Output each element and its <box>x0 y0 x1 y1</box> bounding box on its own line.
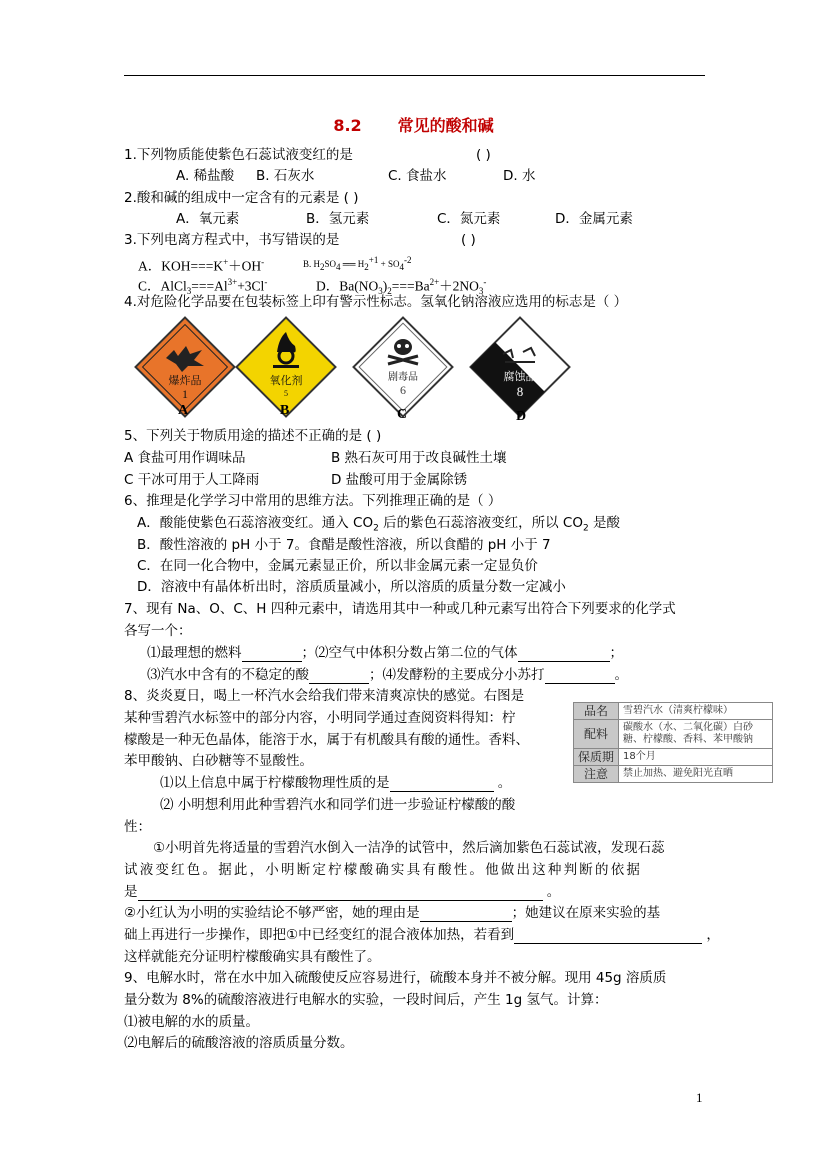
q1-option-d: D. 水 <box>503 168 536 184</box>
q7-item-2: ；⑵空气中体积分数占第二位的气体 <box>301 645 518 661</box>
q1-paren: ( ) <box>476 147 491 163</box>
q1-stem: 1.下列物质能使紫色石蕊试液变红的是 <box>124 147 353 163</box>
toxic-sign-icon <box>348 312 458 422</box>
label-key: 品名 <box>574 703 619 720</box>
label-row <box>574 720 773 749</box>
q3-option-d: D．$Ba(NO_3)_2===Ba^{2+}+2NO_3^-$ <box>316 277 487 297</box>
q7-answer-2[interactable] <box>518 647 610 662</box>
sign-a-num: 1 <box>182 387 188 401</box>
q7-item-1: ⑴最理想的燃料 <box>147 645 242 661</box>
q7-answer-3[interactable] <box>309 669 369 684</box>
page-title <box>0 113 827 136</box>
drink-label-table <box>573 702 773 783</box>
q6-option-c: C．在同一化合物中，金属元素显正价，所以非金属元素一定显负价 <box>137 558 538 574</box>
q8-c6: 这样就能充分证明柠檬酸确实具有酸性了。 <box>124 949 381 965</box>
q8-line2: 某种雪碧汽水标签中的部分内容，小明同学通过查阅资料得知：柠 <box>124 710 516 726</box>
q7-stem-line2: 各写一个： <box>124 623 192 639</box>
q8-sub2-cont: 性： <box>124 819 151 835</box>
label-key: 注意 <box>574 766 619 783</box>
q8-c4b-text: ；她建议在原来实验的基 <box>511 905 661 921</box>
q7-answer-4[interactable] <box>545 669 615 684</box>
label-key: 配料 <box>574 720 619 749</box>
q8-c3: 是 。 <box>124 884 561 900</box>
label-row <box>574 749 773 766</box>
q5-stem: 5、下列关于物质用途的描述不正确的是 ( ) <box>124 428 382 444</box>
q8-answer-4[interactable] <box>514 929 702 944</box>
q8-line3: 檬酸是一种无色晶体，能溶于水，属于有机酸具有酸的通性。香料、 <box>124 732 529 748</box>
header-rule <box>124 75 705 76</box>
q7-item-3: ⑶汽水中含有的不稳定的酸 <box>147 667 309 683</box>
q3-stem: 3.下列电离方程式中，书写错误的是 <box>124 232 340 248</box>
section-number: 8.2 <box>333 116 362 135</box>
corrosive-sign-icon <box>465 312 575 422</box>
q3-option-b: B. H2SO4 ══ H2+1 + SO4-2 <box>303 255 412 272</box>
q7-answer-1[interactable] <box>242 647 302 662</box>
q2-option-a: A．氧元素 <box>176 211 240 227</box>
q1-option-c: C. 食盐水 <box>388 168 447 184</box>
q8-sub1-text: ⑴以上信息中属于柠檬酸物理性质的是 <box>160 775 390 791</box>
q1-option-a: A. 稀盐酸 <box>176 168 235 184</box>
sign-a-text: 爆炸品 <box>168 374 202 387</box>
q8-line1: 8、炎炎夏日，喝上一杯汽水会给我们带来清爽凉快的感觉。右图是 <box>124 688 525 704</box>
q8-c2: 试液变红色。据此，小明断定柠檬酸确实具有酸性。他做出这种判断的依据 <box>124 862 643 878</box>
q7-stem-line1: 7、现有 Na、O、C、H 四种元素中，请选用其中一种或几种元素写出符合下列要求的化学式 <box>124 601 676 617</box>
q8-answer-2[interactable] <box>138 886 543 901</box>
q5-option-b: B 熟石灰可用于改良碱性土壤 <box>331 450 507 466</box>
label-value: 雪碧汽水（清爽柠檬味） <box>619 703 773 720</box>
label-key: 保质期 <box>574 749 619 766</box>
q6-option-a: A．酸能使紫色石蕊溶液变红。通入 $CO_2$ 后的紫色石蕊溶液变红，所以 $CO_2$ 是酸 <box>137 515 620 534</box>
q8-c1: ①小明首先将适量的雪碧汽水倒入一洁净的试管中，然后滴加紫色石蕊试液，发现石蕊 <box>153 840 665 856</box>
page-number: 1 <box>696 1090 703 1105</box>
q9-line1: 9、电解水时，常在水中加入硫酸使反应容易进行，硫酸本身并不被分解。现用 45g 溶质质 <box>124 970 667 986</box>
label-value: 18个月 <box>619 749 773 766</box>
q4-stem: 4.对危险化学品要在包装标签上印有警示性标志。氢氧化钠溶液应选用的标志是（ ） <box>124 294 628 310</box>
label-value: 禁止加热、避免阳光直晒 <box>619 766 773 783</box>
q2-option-b: B．氢元素 <box>306 211 370 227</box>
sign-b-num: 5 <box>284 389 288 398</box>
q9-line3: ⑴被电解的水的质量。 <box>124 1014 259 1030</box>
q2-stem: 2.酸和碱的组成中一定含有的元素是 ( ) <box>124 190 359 206</box>
q8-line4: 苯甲酸钠、白砂糖等不显酸性。 <box>124 753 313 769</box>
q5-option-d: D 盐酸可用于金属除锈 <box>331 472 468 488</box>
q8-sub2: ⑵ 小明想利用此种雪碧汽水和同学们进一步验证柠檬酸的酸 <box>160 797 516 813</box>
q8-sub1: ⑴以上信息中属于柠檬酸物理性质的是 。 <box>160 775 512 791</box>
q6-option-b: B．酸性溶液的 pH 小于 7。食醋是酸性溶液，所以食醋的 pH 小于 7 <box>137 537 551 553</box>
sign-a-letter: A <box>178 403 189 418</box>
q6-stem: 6、推理是化学学习中常用的思维方法。下列推理正确的是（ ） <box>124 493 502 509</box>
q8-c5: 础上再进行一步操作，即把①中已经变红的混合液体加热，若看到 ， <box>124 927 720 943</box>
q2-option-d: D．金属元素 <box>555 211 633 227</box>
label-row <box>574 703 773 720</box>
q5-option-a: A 食盐可用作调味品 <box>124 450 246 466</box>
section-title: 常见的酸和碱 <box>397 116 494 135</box>
q7-item-1-2: ⑴最理想的燃料 ；⑵空气中体积分数占第二位的气体 ； <box>147 645 623 661</box>
sign-c-text: 剧毒品 <box>388 372 418 383</box>
sign-d-num: 8 <box>516 384 524 399</box>
q8-answer-1[interactable] <box>390 777 494 792</box>
q8-c5-text: 础上再进行一步操作，即把①中已经变红的混合液体加热，若看到 <box>124 927 515 943</box>
q3-option-c: C．$AlCl_3===Al^{3+}+3Cl^-$ <box>138 277 268 297</box>
q1-option-b: B. 石灰水 <box>256 168 315 184</box>
q8-c4a-text: ②小红认为小明的实验结论不够严密，她的理由是 <box>124 905 420 921</box>
q7-item-3-4: ⑶汽水中含有的不稳定的酸 ；⑷发酵粉的主要成分小苏打 。 <box>147 667 628 683</box>
q7-item-4: ；⑷发酵粉的主要成分小苏打 <box>369 667 545 683</box>
q9-line2: 量分数为 8%的硫酸溶液进行电解水的实验，一段时间后，产生 1g 氢气。计算： <box>124 992 608 1008</box>
sign-c-letter: C <box>397 407 408 422</box>
sign-d-letter: D <box>516 409 527 424</box>
q3-paren: ( ) <box>461 232 476 248</box>
sign-c-num: 6 <box>400 383 406 397</box>
q5-option-c: C 干冰可用于人工降雨 <box>124 472 260 488</box>
q2-option-c: C．氮元素 <box>437 211 501 227</box>
q8-c3-text: 是 <box>124 884 138 900</box>
label-row <box>574 766 773 783</box>
label-value: 碳酸水（水、二氧化碳）白砂糖、柠檬酸、香料、苯甲酸钠 <box>619 720 773 749</box>
sign-b-text: 氧化剂 <box>269 374 303 387</box>
q3-option-a: A．KOH===K+＋OH- <box>138 257 265 274</box>
sign-d-text: 腐蚀品 <box>503 370 537 383</box>
q6-option-d: D．溶液中有晶体析出时，溶质质量减小，所以溶质的质量分数一定减小 <box>137 579 566 595</box>
sign-b-letter: B <box>280 403 290 418</box>
q9-line4: ⑵电解后的硫酸溶液的溶质质量分数。 <box>124 1035 354 1051</box>
q8-answer-3[interactable] <box>420 907 512 922</box>
q8-c4 <box>124 904 660 922</box>
